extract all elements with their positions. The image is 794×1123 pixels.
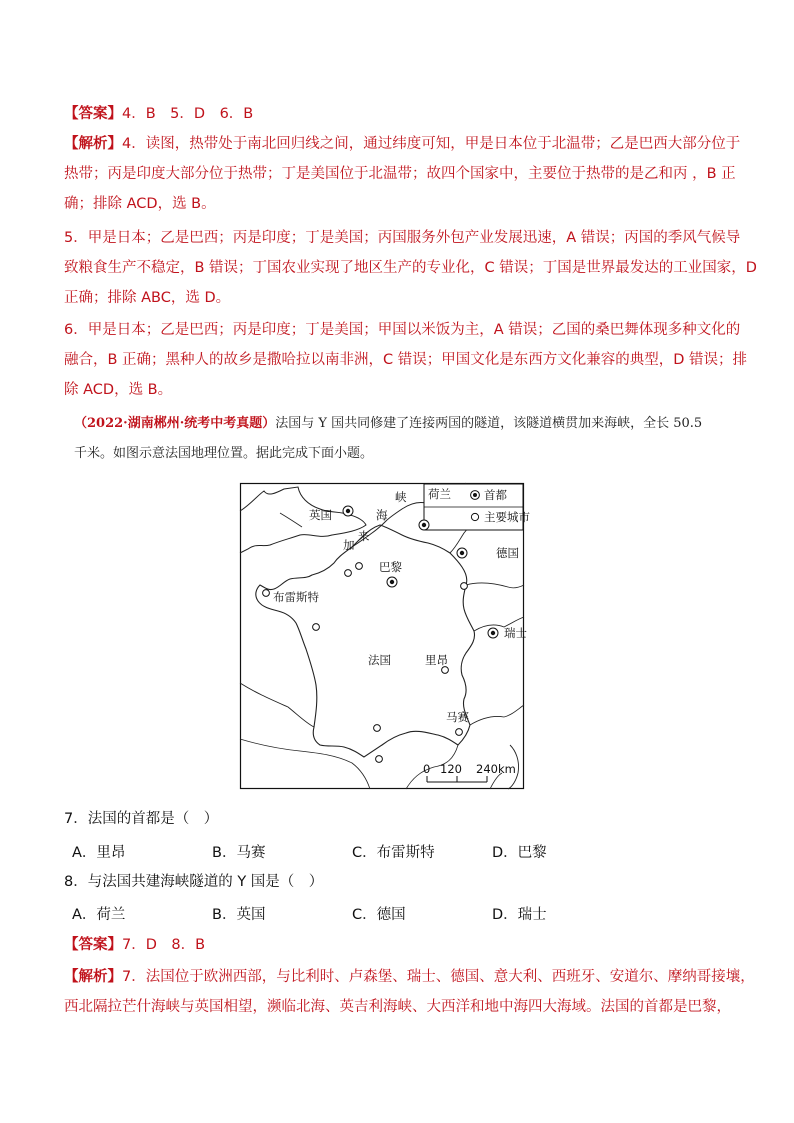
analysis-tag: 【解析】 (64, 969, 122, 985)
analysis-line: 正确；排除 ABC，选 D。 (64, 290, 231, 306)
city-marker-marseille (456, 729, 463, 736)
label-switzerland: 瑞士 (504, 626, 527, 640)
label-strait-1: 峡 (395, 490, 407, 504)
label-france: 法国 (368, 653, 391, 667)
q7-option-d[interactable]: D．巴黎 (492, 845, 547, 861)
label-paris: 巴黎 (379, 560, 402, 574)
legend-city-label: 主要城市 (484, 510, 530, 524)
q7-option-c[interactable]: C．布雷斯特 (352, 845, 435, 861)
question-8-stem: 8．与法国共建海峡隧道的 Y 国是（ ） (64, 874, 324, 890)
capital-london-icon (343, 506, 353, 516)
legend-city-icon (471, 513, 478, 520)
city-marker (376, 756, 383, 763)
q8-option-d[interactable]: D．瑞士 (492, 907, 547, 923)
q7-option-a[interactable]: A．里昂 (72, 845, 126, 861)
intro-text: 法国与 Y 国共同修建了连接两国的隧道，该隧道横贯加来海峡，全长 50.5 (275, 416, 703, 431)
scale-label-mid: 120 (440, 762, 462, 776)
answer-tag: 【答案】 (64, 106, 122, 122)
label-brest: 布雷斯特 (273, 590, 319, 604)
city-marker (356, 563, 363, 570)
label-strait-3: 来 (358, 529, 370, 543)
question-7-options (72, 841, 692, 861)
city-marker-brest (263, 590, 270, 597)
q8-option-c[interactable]: C．德国 (352, 907, 406, 923)
answer-line-1 (64, 104, 736, 124)
analysis-text: 4．读图，热带处于南北回归线之间，通过纬度可知，甲是日本位于北温带；乙是巴西大部分位于 (122, 136, 741, 152)
city-marker (461, 583, 468, 590)
city-marker-lyon (442, 667, 449, 674)
label-marseille: 马赛 (446, 710, 469, 724)
analysis-text: 7．法国位于欧洲西部，与比利时、卢森堡、瑞士、德国、意大利、西班牙、安道尔、摩纳哥接壤， (122, 969, 755, 985)
label-netherlands: 荷兰 (428, 487, 451, 501)
label-lyon: 里昂 (425, 653, 448, 667)
analysis-line: 6．甲是日本；乙是巴西；丙是印度；丁是美国；甲国以米饭为主，A 错误；乙国的桑巴舞体现多种文化的 (64, 322, 741, 338)
analysis-line (64, 967, 755, 987)
capital-paris-icon (387, 577, 397, 587)
answer-text: 7．D 8．B (122, 937, 206, 953)
city-marker (313, 624, 320, 631)
source-tag: （2022·湖南郴州·统考中考真题） (74, 416, 276, 431)
scale-label-zero: 0 (423, 762, 431, 776)
analysis-line: 确；排除 ACD，选 B。 (64, 196, 216, 212)
label-strait-4: 加 (343, 538, 355, 552)
question-8-options (72, 903, 692, 923)
analysis-line (64, 134, 741, 154)
city-marker (345, 570, 352, 577)
analysis-line: 热带；丙是印度大部分位于热带；丁是美国位于北温带；故四个国家中，主要位于热带的是乙和丙 ，B 正 (64, 166, 736, 182)
question-intro-cont: 千米。如图示意法国地理位置。据此完成下面小题。 (74, 446, 374, 461)
analysis-line: 5．甲是日本；乙是巴西；丙是印度；丁是美国；丙国服务外包产业发展迅速，A 错误；丙国的季风气候导 (64, 230, 741, 246)
analysis-tag: 【解析】 (64, 136, 122, 152)
question-intro (74, 415, 738, 433)
question-7-stem: 7．法国的首都是（ ） (64, 811, 219, 827)
france-map (240, 483, 530, 789)
analysis-line: 除 ACD，选 B。 (64, 382, 173, 398)
q8-option-b[interactable]: B．英国 (212, 907, 266, 923)
legend-capital-label: 首都 (484, 488, 507, 502)
answer-tag: 【答案】 (64, 937, 122, 953)
label-germany: 德国 (496, 546, 519, 560)
q8-option-a[interactable]: A．荷兰 (72, 907, 126, 923)
capital-brussels-icon (457, 548, 467, 558)
city-marker (374, 725, 381, 732)
answer-text: 4．B 5．D 6．B (122, 106, 254, 122)
label-strait-2: 海 (376, 508, 388, 522)
label-uk: 英国 (309, 508, 332, 522)
analysis-line: 融合，B 正确；黑种人的故乡是撒哈拉以南非洲，C 错误；甲国文化是东西方文化兼容的典型，D 错误；排 (64, 352, 748, 368)
analysis-line: 致粮食生产不稳定，B 错误；丁国农业实现了地区生产的专业化，C 错误；丁国是世界最发达的工业国家，D (64, 260, 757, 276)
legend-capital-icon (471, 491, 480, 500)
scale-label-end: 240km (476, 762, 516, 776)
analysis-line: 西北隔拉芒什海峡与英国相望，濒临北海、英吉利海峡、大西洋和地中海四大海域。法国的首都是巴黎， (64, 999, 731, 1015)
capital-amsterdam-icon (419, 520, 429, 530)
capital-bern-icon (488, 628, 498, 638)
q7-option-b[interactable]: B．马赛 (212, 845, 266, 861)
answer-line-2 (64, 935, 736, 955)
france-map-svg (240, 483, 530, 789)
